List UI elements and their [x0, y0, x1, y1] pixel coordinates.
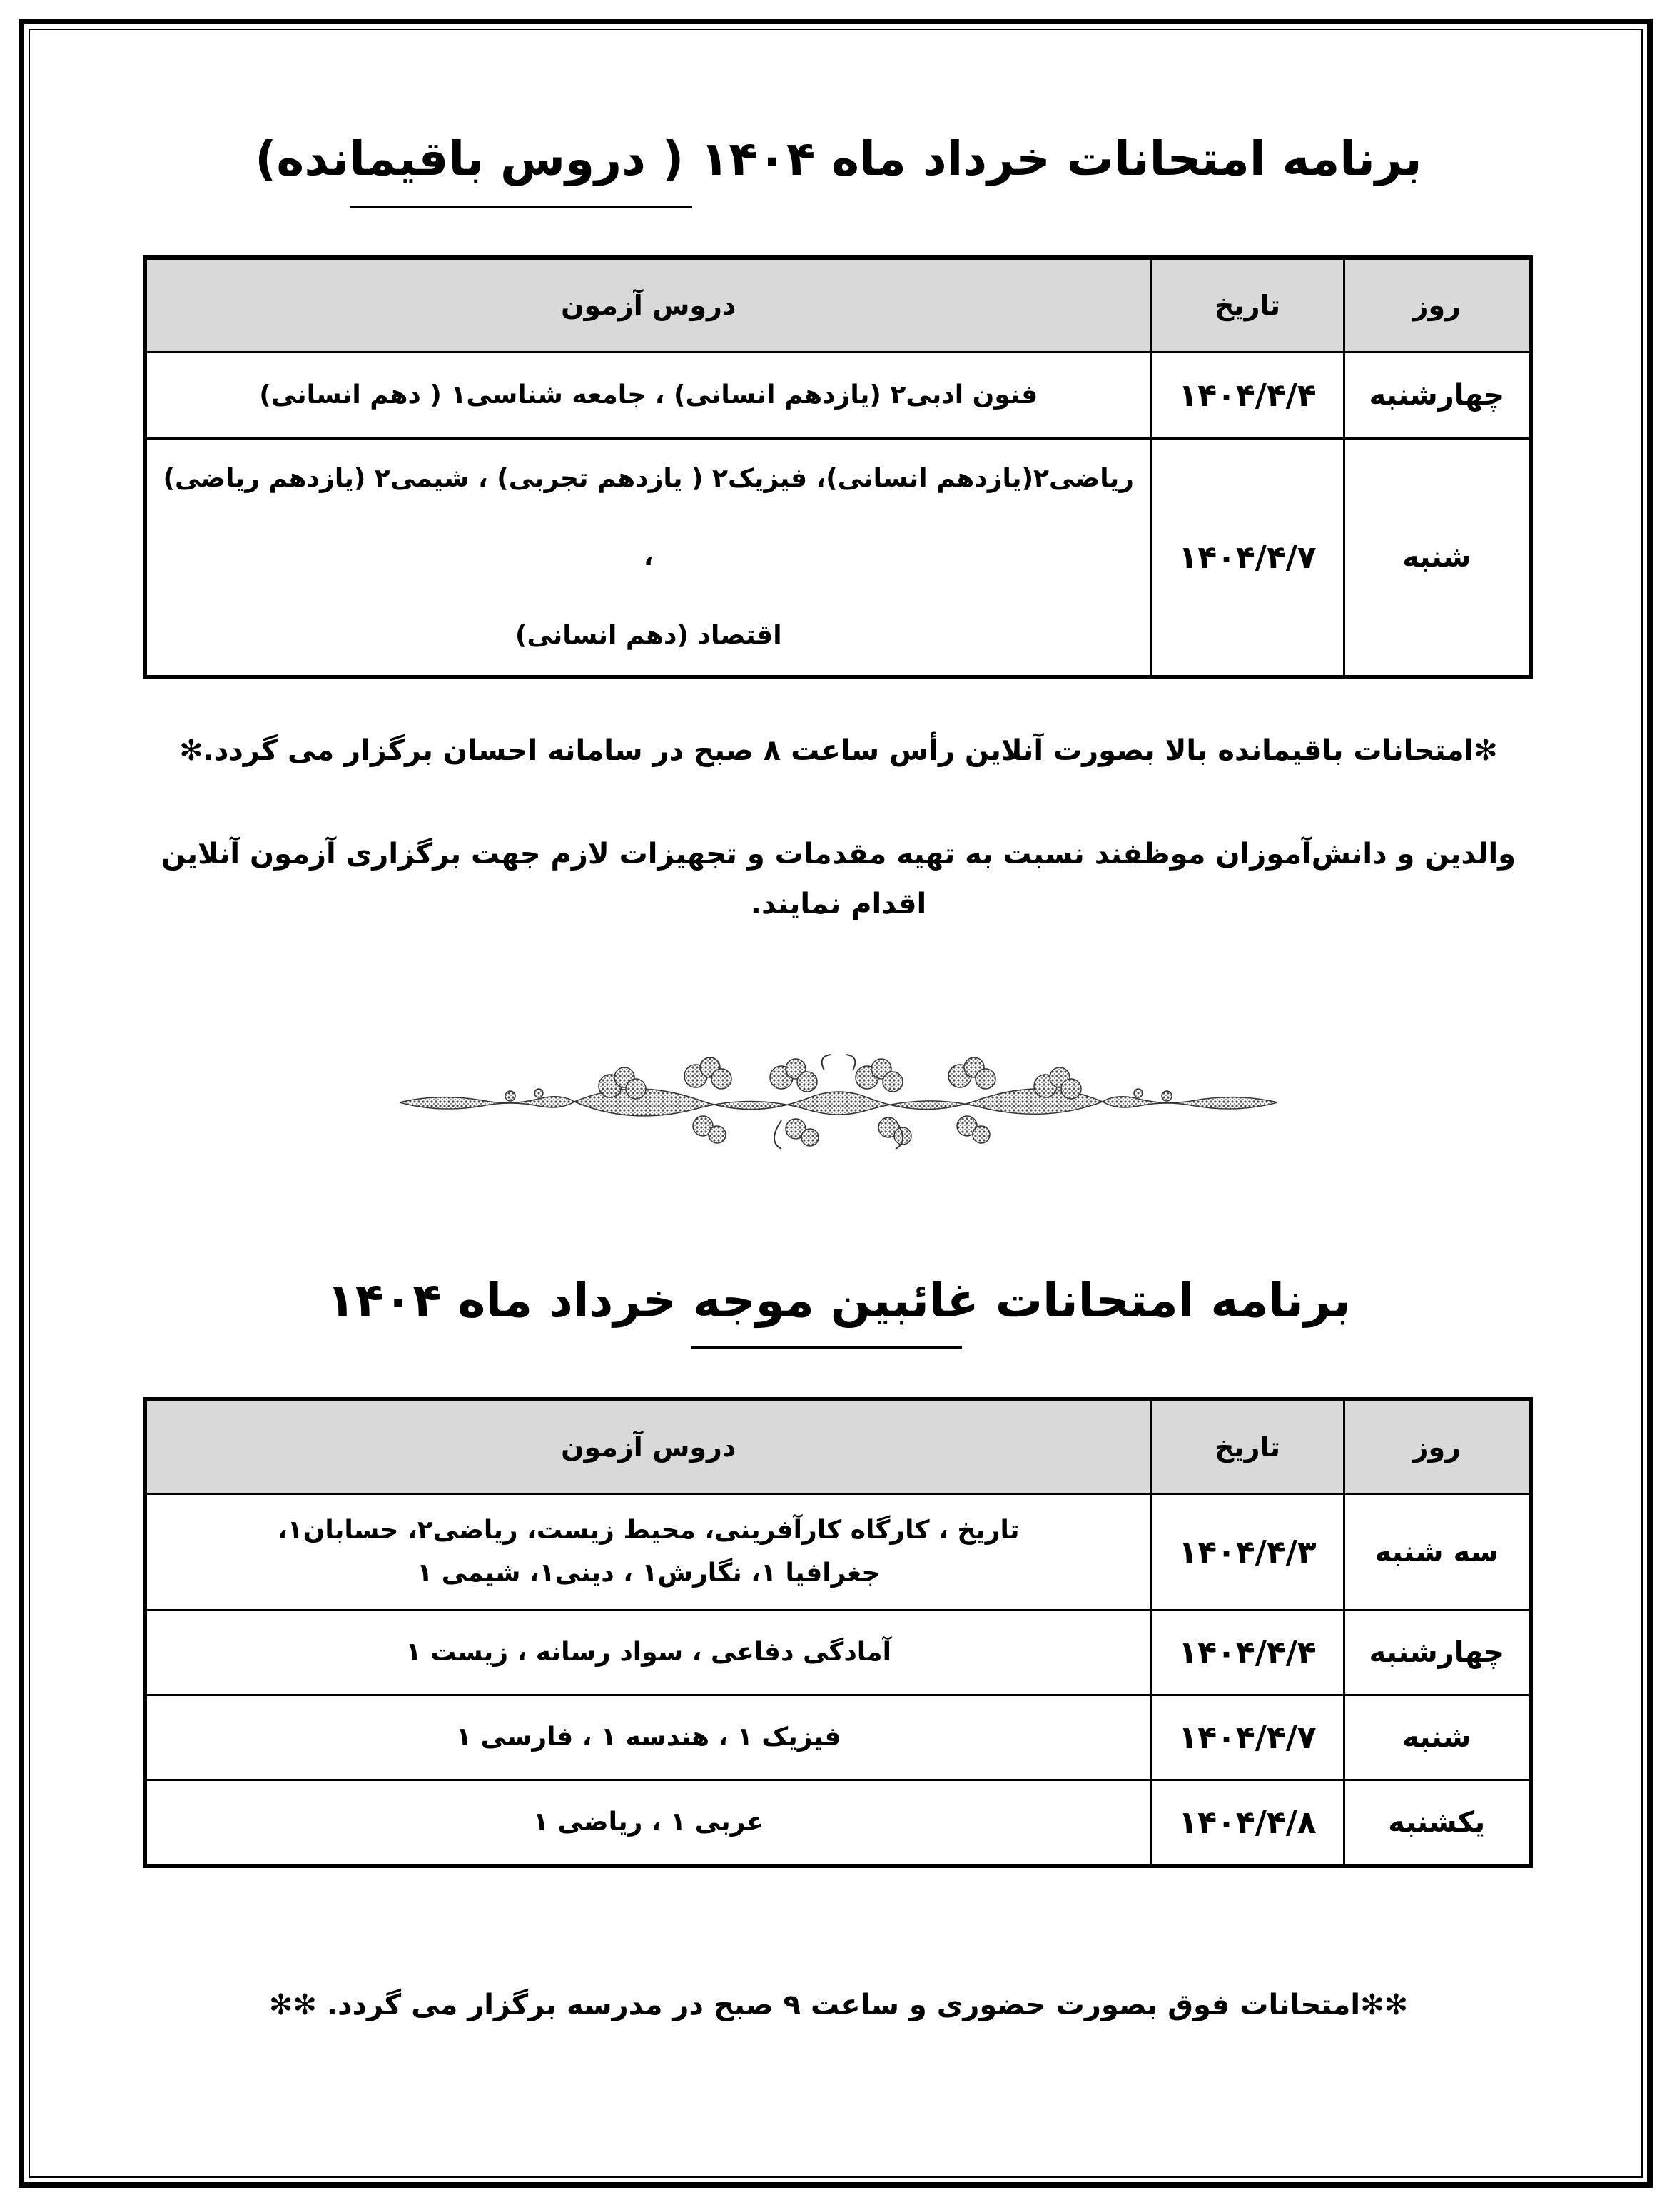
subjects-line: ریاضی۲(یازدهم انسانی)، فیزیک۲ ( یازدهم تجربی) ، شیمی۲ (یازدهم ریاضی) ،: [163, 464, 1134, 572]
header-subjects: دروس آزمون: [145, 258, 1151, 352]
subjects-line: عربی ۱ ، ریاضی ۱: [532, 1807, 764, 1837]
row-subjects: [145, 1610, 1151, 1695]
table-row: [145, 439, 1531, 678]
row-date: ۱۴۰۴/۴/۳: [1151, 1494, 1344, 1610]
subjects-line: جغرافیا ۱، نگارش۱ ، دینی۱، شیمی ۱: [417, 1558, 881, 1588]
section1-title: برنامه امتحانات خرداد ماه ۱۴۰۴ ( دروس باقیمانده): [255, 131, 1422, 186]
subjects-line: آمادگی دفاعی ، سواد رسانه ، زیست ۱: [405, 1638, 891, 1667]
subjects-line: فنون ادبی۲ (یازدهم انسانی) ، جامعه شناسی۱ ( دهم انسانی): [259, 380, 1038, 410]
row-date: ۱۴۰۴/۴/۷: [1151, 439, 1344, 678]
floral-divider-icon: [396, 1049, 1281, 1156]
header-subjects: دروس آزمون: [145, 1399, 1151, 1494]
table-row: [145, 1695, 1531, 1780]
row-date: ۱۴۰۴/۴/۷: [1151, 1695, 1344, 1780]
table-row: [145, 352, 1531, 439]
parents-note-line2: اقدام نمایند.: [750, 888, 927, 920]
row-day: چهارشنبه: [1344, 1610, 1531, 1695]
table-header-row: [145, 258, 1531, 352]
table-row: [145, 1780, 1531, 1867]
row-date: ۱۴۰۴/۴/۴: [1151, 352, 1344, 439]
header-day: روز: [1344, 1399, 1531, 1494]
row-subjects: [145, 1695, 1151, 1780]
excused-absence-exams-table: [143, 1397, 1533, 1868]
header-date: تاریخ: [1151, 258, 1344, 352]
subjects-line: اقتصاد (دهم انسانی): [515, 621, 782, 650]
in-person-exam-note: ✻✻امتحانات فوق بصورت حضوری و ساعت ۹ صبح در مدرسه برگزار می گردد. ✻✻: [268, 1989, 1409, 2021]
row-day: شنبه: [1344, 439, 1531, 678]
row-day: یکشنبه: [1344, 1780, 1531, 1867]
header-date: تاریخ: [1151, 1399, 1344, 1494]
row-subjects: [145, 1494, 1151, 1610]
table-header-row: [145, 1399, 1531, 1494]
table-row: [145, 1494, 1531, 1610]
section1-title-underline: [350, 206, 692, 208]
row-day: سه شنبه: [1344, 1494, 1531, 1610]
header-day: روز: [1344, 258, 1531, 352]
table-row: [145, 1610, 1531, 1695]
subjects-line: تاریخ ، کارگاه کارآفرینی، محیط زیست، ریاضی۲، حسابان۱،: [277, 1516, 1020, 1545]
section2-title-underline: [691, 1346, 962, 1349]
row-subjects: [145, 1780, 1151, 1867]
section2-title: برنامه امتحانات غائبین موجه خرداد ماه ۱۴۰۴: [326, 1273, 1351, 1328]
subjects-line: فیزیک ۱ ، هندسه ۱ ، فارسی ۱: [456, 1723, 841, 1752]
row-day: چهارشنبه: [1344, 352, 1531, 439]
row-date: ۱۴۰۴/۴/۴: [1151, 1610, 1344, 1695]
online-exam-note: ✻امتحانات باقیمانده بالا بصورت آنلاین رأس ساعت ۸ صبح در سامانه احسان برگزار می گردد.✻: [179, 734, 1498, 767]
row-day: شنبه: [1344, 1695, 1531, 1780]
row-subjects: [145, 352, 1151, 439]
remaining-exams-table: [143, 255, 1533, 679]
parents-note-line1: والدین و دانش‌آموزان موظفند نسبت به تهیه مقدمات و تجهیزات لازم جهت برگزاری آزمون آنلاین: [161, 838, 1516, 871]
row-date: ۱۴۰۴/۴/۸: [1151, 1780, 1344, 1867]
row-subjects: [145, 439, 1151, 678]
